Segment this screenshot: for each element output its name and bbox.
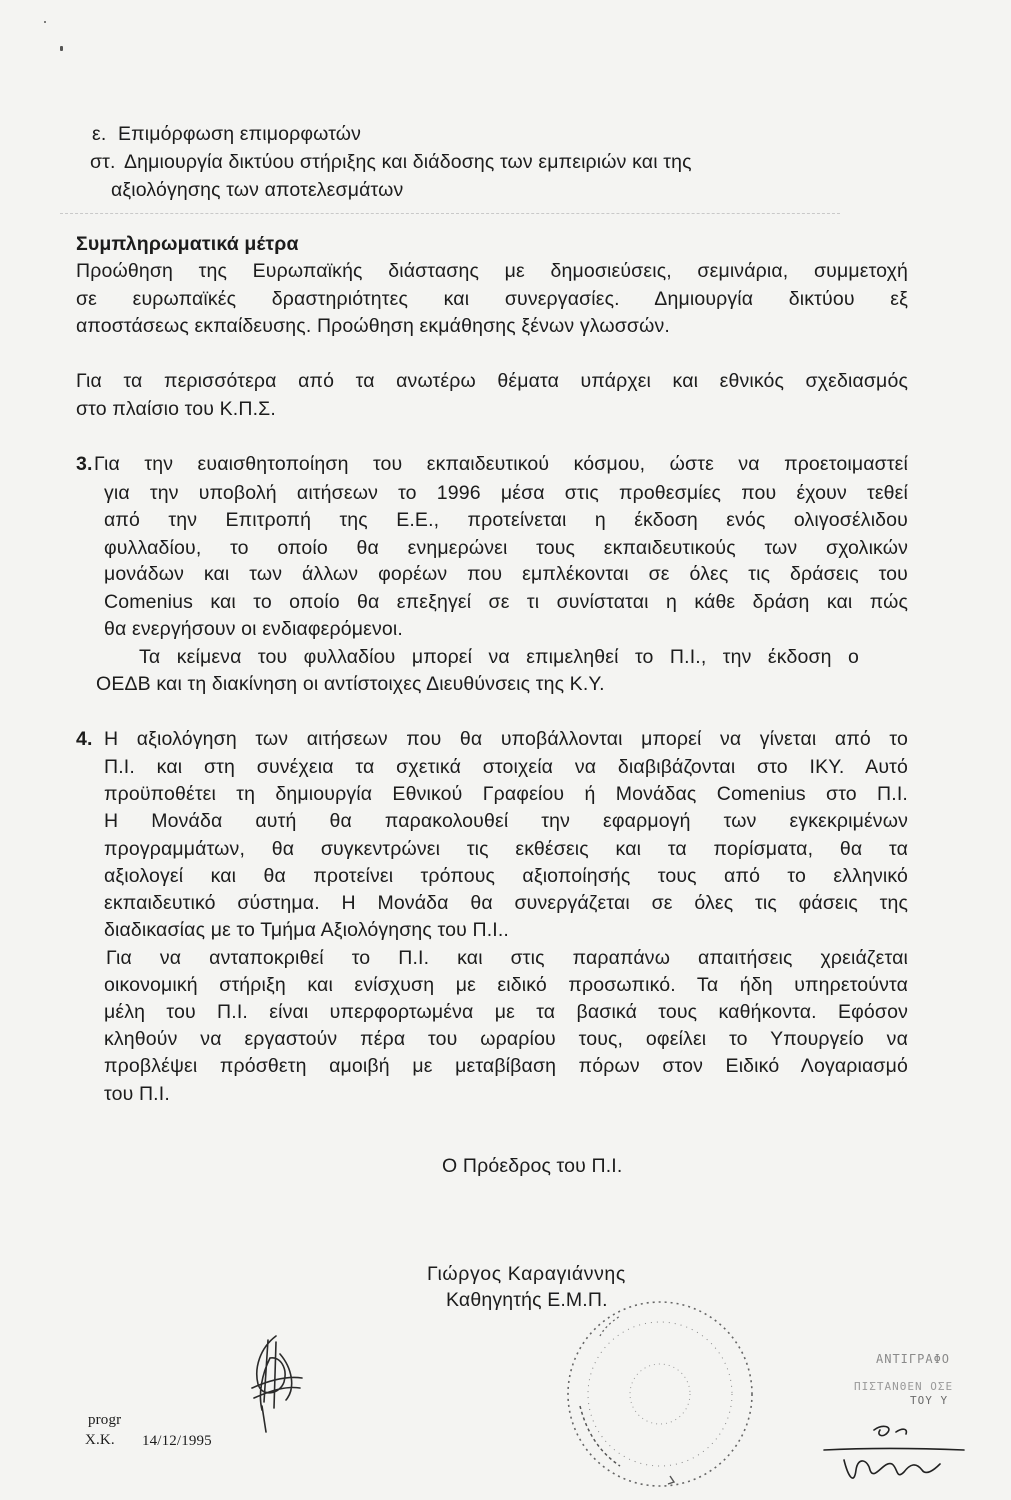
- point3-line: Για την ευαισθητοποίηση του εκπαιδευτικού κόσμου, ώστε να προετοιμαστεί: [94, 453, 908, 475]
- scan-speck: [44, 21, 46, 23]
- supplementary-line: Προώθηση της Ευρωπαϊκής διάστασης με δημοσιεύσεις, σεμινάρια, συμμετοχή: [76, 260, 908, 282]
- point3-line: Comenius και το οποίο θα επεξηγεί σε τι συνίσταται η κάθε δράση και πώς: [104, 591, 908, 613]
- footer-initials: Χ.Κ.: [85, 1432, 115, 1448]
- item-st-line1: Δημιουργία δικτύου στήριξης και διάδοσης των εμπειριών και της: [124, 151, 692, 173]
- point4-line: Η Μονάδα αυτή θα παρακολουθεί την εφαρμογή των εγκεκριμένων: [104, 810, 908, 832]
- point4-line: του Π.Ι.: [104, 1083, 170, 1105]
- supplementary-heading: Συμπληρωματικά μέτρα: [76, 233, 299, 255]
- point3-line: ΟΕΔΒ και τη διακίνηση οι αντίστοιχες Διευθύνσεις της Κ.Υ.: [96, 673, 605, 695]
- point3-line: φυλλαδίου, το οποίο θα ενημερώνει τους εκπαιδευτικούς των σχολικών: [104, 537, 908, 559]
- point4-line: οικονομική στήριξη και ενίσχυση με ειδικό προσωπικό. Τα ήδη υπηρετούντα: [104, 974, 908, 996]
- stamp-line: ΑΝΤΙΓΡΑΦΟ: [876, 1352, 951, 1366]
- point4-number: 4.: [76, 728, 93, 750]
- point3-line: από την Επιτροπή της Ε.Ε., προτείνεται η έκδοση ενός ολιγοσέλιδου: [104, 509, 908, 531]
- official-seal-stamp: [560, 1296, 760, 1496]
- point4-line: κληθούν να εργαστούν πέρα του ωραρίου τους, οφείλει το Υπουργείο να: [104, 1028, 908, 1050]
- faint-divider: [60, 213, 840, 214]
- point4-line: προβλέψει πρόσθετη αμοιβή με μεταβίβαση πόρων στον Ειδικό Λογαριασμό: [104, 1055, 908, 1077]
- supplementary-line: σε ευρωπαϊκές δραστηριότητες και συνεργασίες. Δημιουργία δικτύου εξ: [76, 288, 908, 310]
- handwritten-signature: [240, 1328, 310, 1438]
- point3-line: για την υποβολή αιτήσεων το 1996 μέσα στις προθεσμίες που έχουν τεθεί: [104, 482, 908, 504]
- item-e-text: Επιμόρφωση επιμορφωτών: [118, 123, 362, 145]
- point4-line: εκπαιδευτικό σύστημα. Η Μονάδα θα συνεργάζεται σε όλες τις φάσεις της: [104, 892, 908, 914]
- item-e-marker: ε.: [92, 123, 107, 145]
- footer-date: 14/12/1995: [142, 1433, 212, 1449]
- point4-line: προγραμμάτων, θα συγκεντρώνει τις εκθέσεις και τα πορίσματα, θα τα: [104, 838, 908, 860]
- item-st-marker: στ.: [90, 151, 116, 173]
- point4-line: μέλη του Π.Ι. είναι υπερφορτωμένα με τα βασικά τους καθήκοντα. Εφόσον: [104, 1001, 908, 1023]
- point4-line: Η αξιολόγηση των αιτήσεων που θα υποβάλλονται μπορεί να γίνεται από το: [104, 728, 908, 750]
- national-line: στο πλαίσιο του Κ.Π.Σ.: [76, 398, 276, 420]
- signatory-name: Γιώργος Καραγιάννης: [427, 1263, 626, 1285]
- point3-number: 3.: [76, 453, 93, 475]
- footer-code: progr: [88, 1412, 122, 1428]
- supplementary-line: αποστάσεως εκπαίδευσης. Προώθηση εκμάθησης ξένων γλωσσών.: [76, 315, 670, 337]
- point4-line: προϋποθέτει τη δημιουργία Εθνικού Γραφείου ή Μονάδας Comenius στο Π.Ι.: [104, 783, 908, 805]
- point4-line: αξιολογεί και θα προτείνει τρόπους αξιοποίησής τους από το ελληνικό: [104, 865, 908, 887]
- signatory-role: Καθηγητής Ε.Μ.Π.: [446, 1289, 608, 1311]
- point4-line: Για να ανταποκριθεί το Π.Ι. και στις παραπάνω απαιτήσεις χρειάζεται: [106, 947, 908, 969]
- point3-line: Τα κείμενα του φυλλαδίου μπορεί να επιμεληθεί το Π.Ι., την έκδοση ο: [139, 646, 859, 668]
- scan-speck: [60, 46, 63, 51]
- point4-line: Π.Ι. και στη συνέχεια τα σχετικά στοιχεία να διαβιβάζονται στο ΙΚΥ. Αυτό: [104, 756, 908, 778]
- point4-line: διαδικασίας με το Τμήμα Αξιολόγησης του Π.Ι..: [104, 919, 509, 941]
- handwritten-initials-signature: [784, 1420, 974, 1490]
- stamp-line: ΤΟΥ Υ: [910, 1394, 949, 1407]
- item-st-line2: αξιολόγησης των αποτελεσμάτων: [111, 179, 404, 201]
- point3-line: μονάδων και των άλλων φορέων που εμπλέκονται σε όλες τις δράσεις του: [104, 563, 908, 585]
- national-line: Για τα περισσότερα από τα ανωτέρω θέματα υπάρχει και εθνικός σχεδιασμός: [76, 370, 908, 392]
- president-title: Ο Πρόεδρος του Π.Ι.: [442, 1155, 623, 1177]
- stamp-line: ΠΙΣΤΑΝΘΕΝ ΟΣΕ: [854, 1380, 954, 1393]
- point3-line: θα ενεργήσουν οι ενδιαφερόμενοι.: [104, 618, 403, 640]
